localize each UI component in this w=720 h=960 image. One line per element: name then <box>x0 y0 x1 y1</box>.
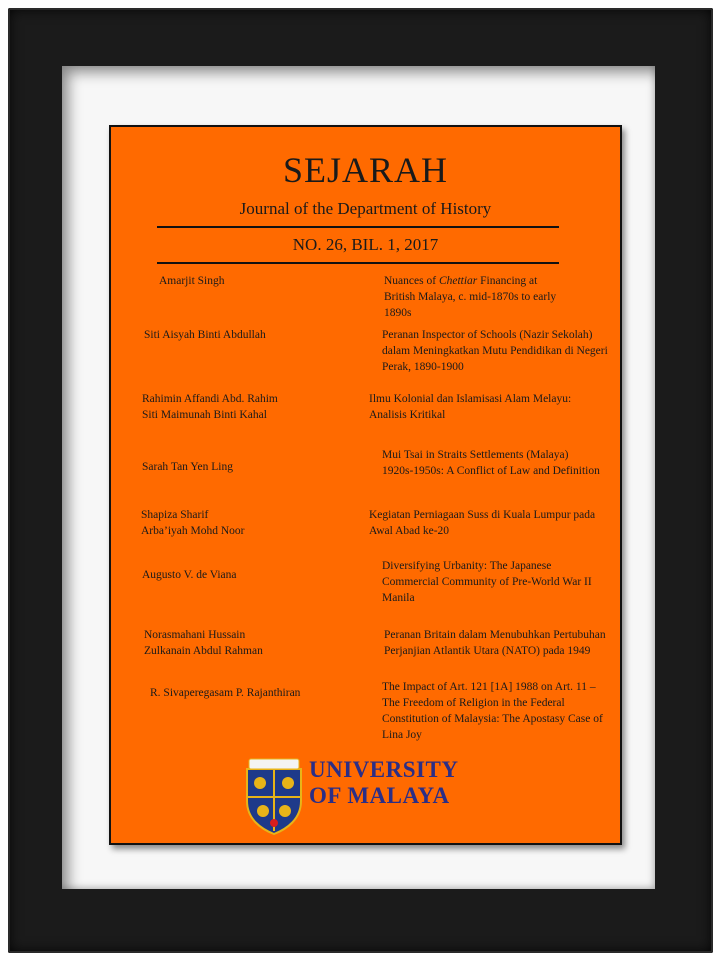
author-name: Siti Aisyah Binti Abdullah <box>144 329 266 341</box>
article-line: Manila <box>382 592 415 604</box>
entry-authors <box>142 567 237 583</box>
article-line: Perjanjian Atlantik Utara (NATO) pada 1949 <box>384 645 591 657</box>
article-text: Financing at <box>477 275 538 287</box>
entry-article <box>382 327 608 375</box>
entry-article <box>382 679 603 743</box>
entry-article <box>384 627 606 659</box>
entry-authors <box>150 685 300 701</box>
article-line: Analisis Kritikal <box>369 409 446 421</box>
entry-authors <box>141 507 244 539</box>
author-name: Zulkanain Abdul Rahman <box>144 645 263 657</box>
article-line: Ilmu Kolonial dan Islamisasi Alam Melayu: <box>369 393 572 405</box>
entry-article <box>384 273 556 321</box>
author-name: Amarjit Singh <box>159 275 225 287</box>
article-line: dalam Meningkatkan Mutu Pendidikan di Negeri <box>382 345 608 357</box>
article-italic-term: Chettiar <box>438 275 478 287</box>
article-line: The Freedom of Religion in the Federal <box>382 697 565 709</box>
article-line: Peranan Inspector of Schools (Nazir Sekolah) <box>382 329 593 341</box>
university-logo <box>243 757 473 837</box>
author-name: Arba’iyah Mohd Noor <box>141 525 245 537</box>
author-name: R. Sivaperegasam P. Rajanthiran <box>150 687 301 699</box>
entry-authors <box>144 627 263 659</box>
article-line <box>384 273 556 289</box>
issue-number: NO. 26, BIL. 1, 2017 <box>292 235 439 254</box>
entry-authors <box>142 459 233 475</box>
logo-text-line1: UNIVERSITY <box>309 757 459 782</box>
article-line: Constitution of Malaysia: The Apostasy Case of <box>382 713 603 725</box>
entry-article <box>369 507 595 539</box>
entry-authors <box>142 391 278 423</box>
entry-authors <box>144 327 266 343</box>
article-line: Diversifying Urbanity: The Japanese <box>382 560 552 572</box>
divider-bottom <box>157 262 559 264</box>
article-line: Kegiatan Perniagaan Suss di Kuala Lumpur pada <box>369 509 596 521</box>
journal-subtitle: Journal of the Department of History <box>239 199 492 218</box>
article-line: Mui Tsai in Straits Settlements (Malaya) <box>382 449 569 461</box>
divider-top <box>157 226 559 228</box>
article-line: Peranan Britain dalam Menubuhkan Pertubuhan <box>384 629 606 641</box>
author-name: Rahimin Affandi Abd. Rahim <box>142 393 278 405</box>
entry-authors <box>159 273 225 289</box>
entry-article <box>369 391 571 423</box>
journal-cover <box>109 125 622 845</box>
logo-text-line2: OF MALAYA <box>309 783 450 808</box>
article-line: 1920s-1950s: A Conflict of Law and Definition <box>382 465 600 477</box>
author-name: Siti Maimunah Binti Kahal <box>142 409 267 421</box>
university-crest-icon <box>243 757 305 835</box>
author-name: Norasmahani Hussain <box>144 629 246 641</box>
entry-article <box>382 447 600 479</box>
article-line: Perak, 1890-1900 <box>382 361 464 373</box>
author-name: Sarah Tan Yen Ling <box>142 461 233 473</box>
article-line: 1890s <box>384 307 412 319</box>
article-line: The Impact of Art. 121 [1A] 1988 on Art. 11 – <box>382 681 596 693</box>
journal-title: SEJARAH <box>282 150 449 190</box>
article-line: British Malaya, c. mid-1870s to early <box>384 291 557 303</box>
article-line: Awal Abad ke-20 <box>369 525 450 537</box>
article-line: Lina Joy <box>382 729 422 741</box>
article-line: Commercial Community of Pre-World War II <box>382 576 592 588</box>
author-name: Shapiza Sharif <box>141 509 209 521</box>
entry-article <box>382 558 592 606</box>
author-name: Augusto V. de Viana <box>142 569 237 581</box>
article-text: Nuances of <box>384 275 439 287</box>
